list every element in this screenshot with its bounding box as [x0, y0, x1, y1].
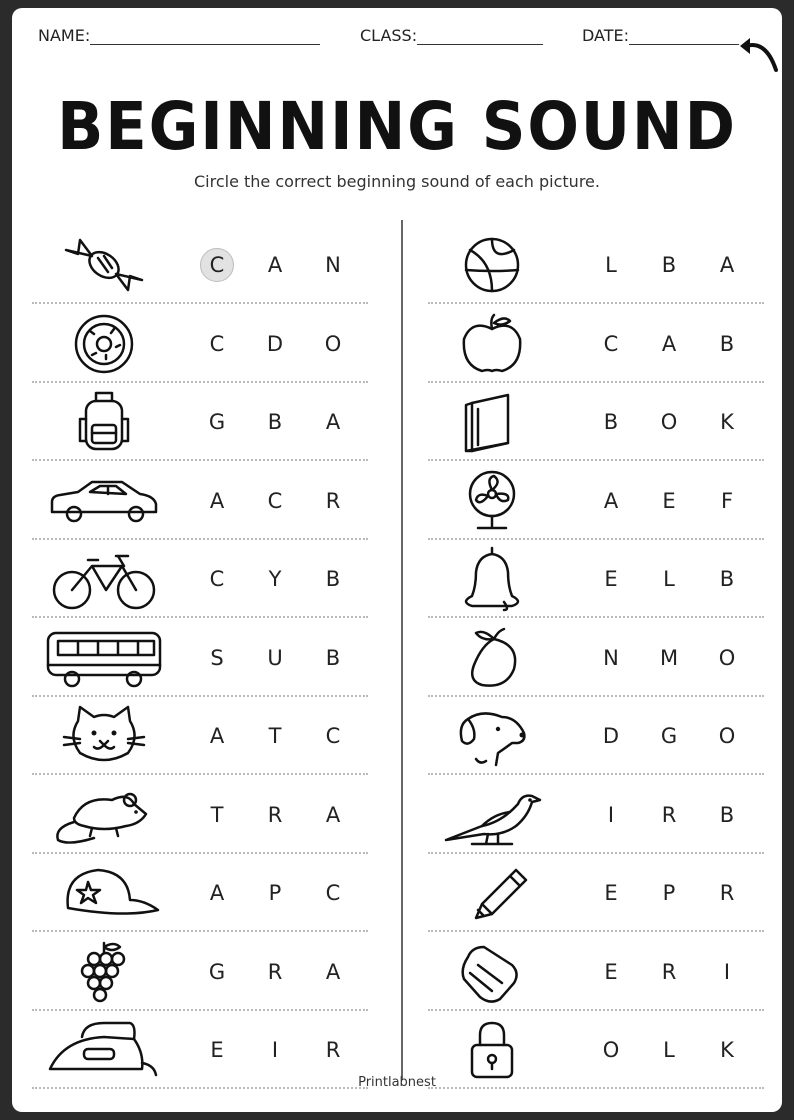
bus-icon	[44, 625, 164, 691]
apple-icon	[432, 311, 552, 377]
letter-option[interactable]: R	[267, 959, 283, 984]
right-row-4	[428, 462, 764, 540]
bicycle-icon	[44, 546, 164, 612]
letter-option[interactable]: D	[602, 724, 620, 748]
letter-option[interactable]: O	[718, 724, 736, 748]
right-row-6	[428, 619, 764, 697]
letter-option[interactable]: B	[267, 410, 283, 434]
letter-option[interactable]: B	[719, 331, 735, 356]
backpack-icon	[44, 389, 164, 455]
right-row-10	[428, 933, 764, 1011]
letter-option[interactable]: A	[661, 331, 677, 356]
letter-option[interactable]: A	[209, 488, 225, 513]
letter-option[interactable]: N	[603, 645, 619, 670]
letter-option[interactable]: K	[720, 410, 734, 434]
letter-option[interactable]: G	[660, 724, 678, 748]
letter-option[interactable]: S	[210, 645, 224, 670]
book-icon	[432, 389, 552, 455]
left-row-2	[32, 305, 368, 383]
left-row-1	[32, 226, 368, 304]
letter-option[interactable]: C	[209, 567, 225, 591]
letter-option[interactable]: L	[605, 253, 617, 277]
mango-icon	[432, 625, 552, 691]
pencil-icon	[432, 860, 552, 926]
letter-option[interactable]: R	[325, 1038, 341, 1062]
letter-option[interactable]: R	[267, 802, 283, 827]
letter-option[interactable]: P	[662, 881, 676, 905]
letter-option[interactable]: P	[268, 881, 282, 905]
back-arrow-icon[interactable]	[736, 32, 782, 78]
letter-option[interactable]: C	[209, 331, 225, 356]
letter-option[interactable]: D	[266, 331, 284, 356]
letter-option[interactable]: B	[325, 567, 341, 591]
letter-option[interactable]: Y	[268, 567, 282, 591]
right-row-5	[428, 540, 764, 618]
letter-option[interactable]: O	[602, 1038, 620, 1062]
left-row-4	[32, 462, 368, 540]
letter-option[interactable]: E	[210, 1038, 224, 1062]
ball-icon	[432, 232, 552, 298]
letter-option[interactable]: E	[662, 488, 676, 513]
letter-option[interactable]: I	[723, 959, 731, 984]
letter-option[interactable]: B	[325, 645, 341, 670]
date-line[interactable]	[629, 30, 739, 45]
letter-option[interactable]: R	[661, 959, 677, 984]
lock-icon	[432, 1017, 552, 1083]
letter-option[interactable]: A	[325, 802, 341, 827]
letter-option[interactable]: A	[267, 253, 283, 277]
letter-option[interactable]: L	[663, 1038, 675, 1062]
letter-option[interactable]: E	[604, 959, 618, 984]
letter-option[interactable]: L	[663, 567, 675, 591]
eraser-icon	[432, 939, 552, 1005]
footer-brand: Printlabnest	[358, 1075, 436, 1090]
name-label: NAME:	[38, 26, 91, 45]
name-field[interactable]	[38, 26, 320, 45]
right-row-1	[428, 226, 764, 304]
letter-option[interactable]: B	[719, 567, 735, 591]
iron-icon	[44, 1017, 164, 1083]
page-title: BEGINNING SOUND	[57, 88, 737, 165]
date-field[interactable]	[582, 26, 739, 45]
donut-icon	[44, 311, 164, 377]
dog-icon	[432, 703, 552, 769]
left-row-7	[32, 697, 368, 775]
letter-option[interactable]: O	[718, 645, 736, 670]
letter-option[interactable]: E	[604, 881, 618, 905]
fan-icon	[432, 468, 552, 534]
letter-option[interactable]: F	[720, 488, 734, 513]
letter-option[interactable]: K	[720, 1038, 734, 1062]
right-row-8	[428, 776, 764, 854]
letter-option[interactable]: R	[325, 488, 341, 513]
grapes-icon	[44, 939, 164, 1005]
left-row-3	[32, 383, 368, 461]
name-line[interactable]	[90, 30, 320, 45]
letter-option[interactable]: A	[719, 253, 735, 277]
right-row-2	[428, 305, 764, 383]
class-label: CLASS:	[360, 26, 418, 45]
letter-option[interactable]: M	[659, 645, 679, 670]
right-row-3	[428, 383, 764, 461]
left-row-10	[32, 933, 368, 1011]
letter-option[interactable]: C	[325, 881, 341, 905]
letter-option[interactable]: C	[325, 724, 341, 748]
letter-option[interactable]: I	[271, 1038, 279, 1062]
cap-icon	[44, 860, 164, 926]
letter-option[interactable]: R	[719, 881, 735, 905]
class-field[interactable]	[360, 26, 543, 45]
candy-icon	[44, 232, 164, 298]
letter-option[interactable]: G	[208, 410, 226, 434]
letter-option[interactable]: C	[603, 331, 619, 356]
letter-option[interactable]: R	[661, 802, 677, 827]
letter-option[interactable]: A	[209, 724, 225, 748]
left-row-6	[32, 619, 368, 697]
letter-option[interactable]: U	[267, 645, 283, 670]
cat-icon	[44, 703, 164, 769]
letter-option[interactable]: C	[267, 488, 283, 513]
letter-option[interactable]: G	[208, 959, 226, 984]
column-divider	[401, 220, 403, 1080]
letter-option[interactable]: E	[604, 567, 618, 591]
right-row-9	[428, 854, 764, 932]
letter-option[interactable]: O	[324, 331, 342, 356]
bird-icon	[432, 782, 552, 848]
date-label: DATE:	[582, 26, 630, 45]
rat-icon	[44, 782, 164, 848]
bell-icon	[432, 546, 552, 612]
letter-option[interactable]: A	[325, 410, 341, 434]
letter-option[interactable]: T	[268, 724, 282, 748]
letter-option[interactable]: B	[661, 253, 677, 277]
letter-option[interactable]: O	[660, 410, 678, 434]
letter-option[interactable]: T	[210, 802, 224, 827]
car-icon	[44, 468, 164, 534]
instructions-text: Circle the correct beginning sound of each picture.	[194, 172, 600, 191]
letter-option[interactable]: A	[209, 881, 225, 905]
letter-option[interactable]: I	[607, 802, 615, 827]
left-row-5	[32, 540, 368, 618]
letter-option[interactable]: A	[603, 488, 619, 513]
left-row-9	[32, 854, 368, 932]
worksheet-page	[12, 8, 782, 1112]
right-row-7	[428, 697, 764, 775]
letter-option[interactable]: B	[719, 802, 735, 827]
letter-option[interactable]: N	[325, 253, 341, 277]
letter-option[interactable]: A	[325, 959, 341, 984]
left-row-8	[32, 776, 368, 854]
letter-option[interactable]: B	[603, 410, 619, 434]
letter-option[interactable]: C	[200, 248, 234, 282]
class-line[interactable]	[417, 30, 543, 45]
